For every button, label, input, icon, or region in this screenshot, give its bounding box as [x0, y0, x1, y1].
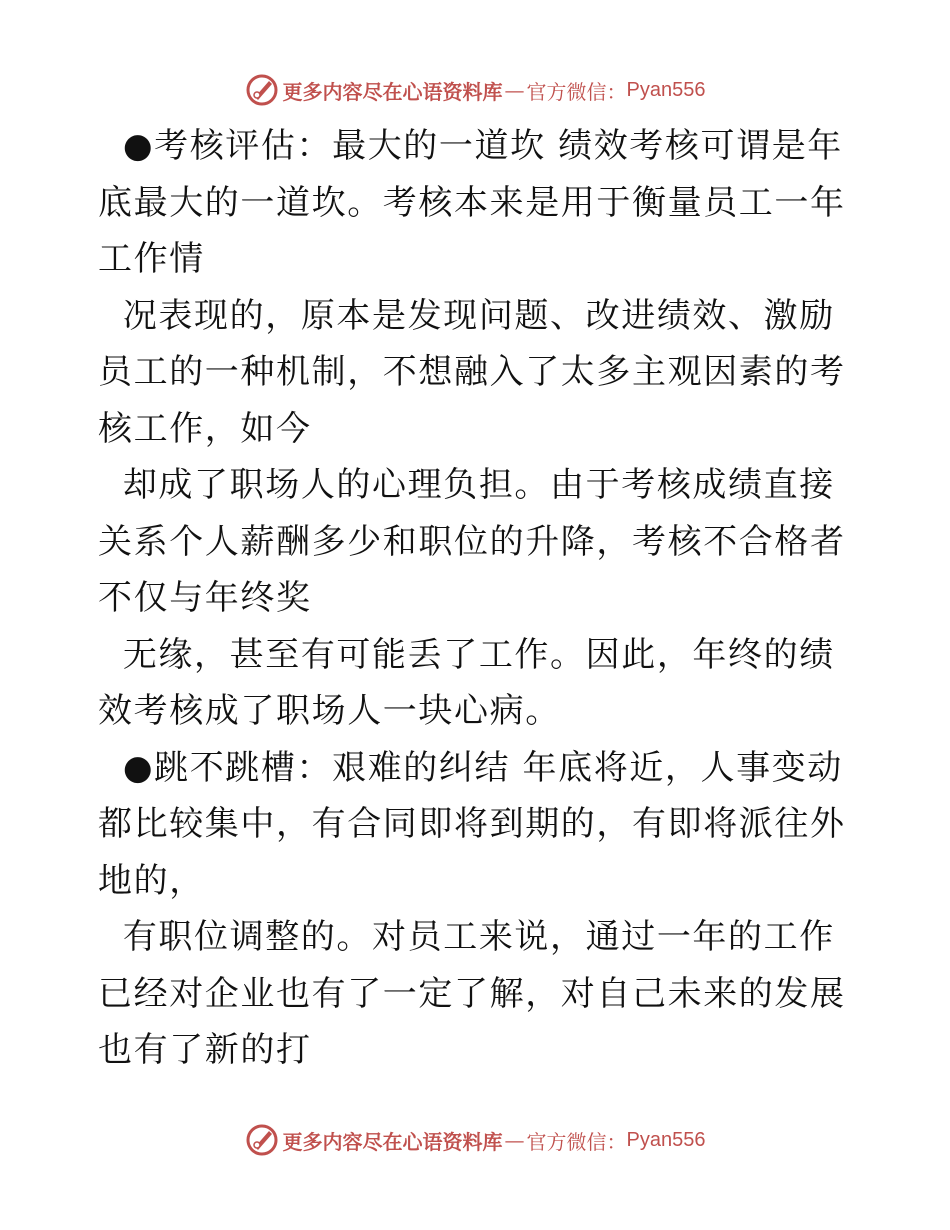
- header-brand-text: 更多内容尽在心语资料库: [282, 79, 503, 104]
- footer-separator: —: [504, 1128, 525, 1152]
- paragraph-4: 无缘，甚至有可能丢了工作。因此，年终的绩效考核成了职场人一块心病。: [98, 634, 835, 731]
- footer-wechat-label: 官方微信：: [526, 1129, 627, 1154]
- paragraph-2: 况表现的，原本是发现问题、改进绩效、激励员工的一种机制，不想融入了太多主观因素的考核工作，如今: [98, 295, 846, 449]
- footer-brand-text: 更多内容尽在心语资料库: [282, 1129, 503, 1154]
- paragraph-3: 却成了职场人的心理负担。由于考核成绩直接关系个人薪酬多少和职位的升降，考核不合格者不仅与年终奖: [98, 465, 846, 618]
- brand-logo-icon: [245, 1123, 279, 1157]
- brand-logo-icon: [245, 73, 279, 107]
- header-wechat-label: 官方微信：: [526, 79, 627, 104]
- paragraph-5: ●跳不跳槽：艰难的纠结 年底将近，人事变动都比较集中，有合同即将到期的，有即将派往外地的，: [98, 747, 846, 901]
- paragraph-6: 有职位调整的。对员工来说，通过一年的工作已经对企业也有了一定了解，对自己未来的发展也有了新的打: [98, 917, 846, 1070]
- paragraph-1: ●考核评估：最大的一道坎 绩效考核可谓是年底最大的一道坎。考核本来是用于衡量员工一年工作情: [98, 126, 846, 279]
- header-wechat-id: Pyan556: [626, 78, 706, 101]
- footer-banner: [0, 1120, 950, 1160]
- header-banner: [0, 70, 950, 110]
- document-body: [98, 118, 850, 1079]
- header-separator: —: [504, 78, 525, 102]
- footer-wechat-id: Pyan556: [626, 1128, 706, 1151]
